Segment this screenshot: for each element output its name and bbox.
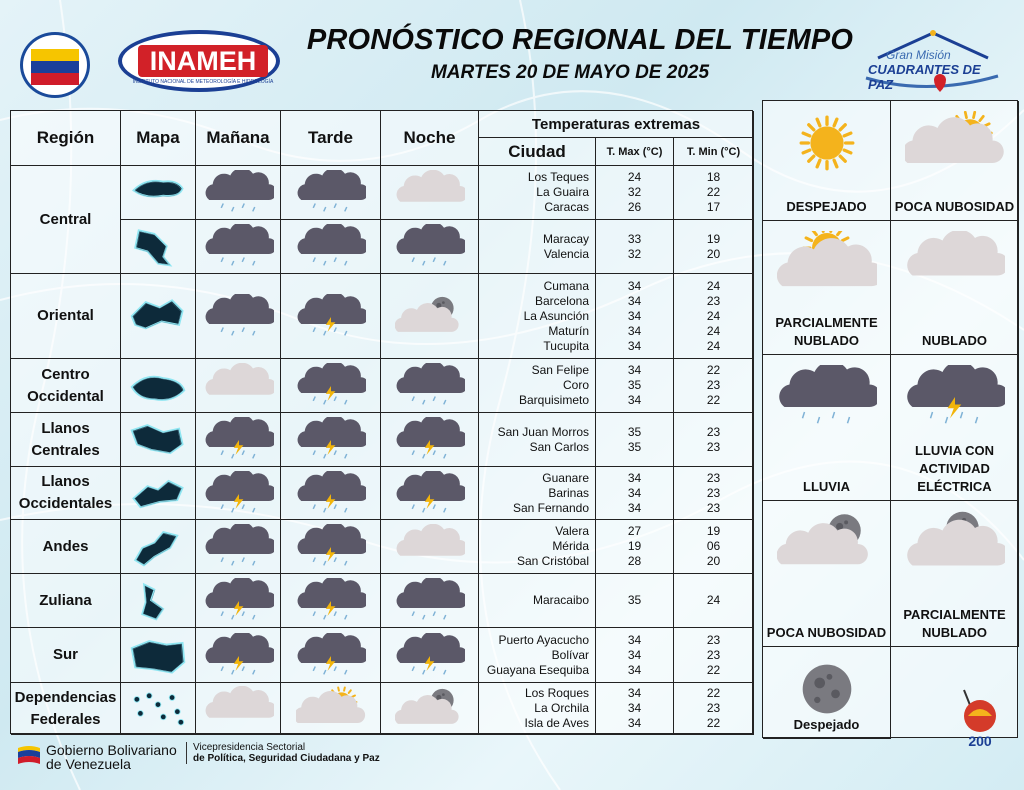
city-name: Maracay — [542, 231, 589, 246]
tmax-value: 34 — [627, 686, 642, 700]
legend-item — [891, 355, 1019, 501]
forecast-afternoon — [281, 274, 381, 359]
legend-label: PARCIALMENTE NUBLADO — [903, 607, 1006, 640]
moon-cloud-big-icon — [905, 511, 1005, 580]
forecast-afternoon — [281, 467, 381, 520]
city-name: La Guaira — [536, 185, 589, 199]
city-name: Valera — [555, 524, 589, 538]
forecast-night — [381, 520, 479, 574]
tmax-value: 24 — [627, 170, 642, 184]
forecast-night — [381, 220, 479, 274]
tmax-value: 34 — [627, 323, 642, 338]
tmin-list — [674, 413, 754, 467]
tmin-value: 20 — [706, 246, 721, 261]
tmax-value: 34 — [627, 308, 642, 323]
region-map — [121, 520, 196, 574]
city-list — [479, 574, 596, 628]
tmax-value: 19 — [627, 539, 642, 553]
city-name: Valencia — [543, 246, 589, 261]
cloudy-icon — [395, 170, 465, 221]
rain-icon — [204, 524, 274, 575]
storm-icon — [395, 633, 465, 684]
legend-item — [763, 501, 891, 647]
tmin-value: 23 — [706, 378, 721, 392]
tmax-list — [596, 683, 674, 735]
region-map-shape — [127, 171, 189, 220]
tmin-value: 18 — [706, 170, 721, 184]
tmax-list — [596, 467, 674, 520]
city-list — [479, 520, 596, 574]
legend-label: DESPEJADO — [786, 199, 867, 214]
tmax-value: 34 — [627, 632, 642, 647]
city-name: San Felipe — [531, 363, 589, 377]
tmax-value: 28 — [627, 554, 642, 568]
tmax-value: 34 — [627, 470, 642, 485]
region-map-shape — [127, 418, 189, 467]
storm-icon — [395, 417, 465, 468]
tmax-value: 34 — [627, 716, 642, 730]
rain-icon — [204, 170, 274, 221]
storm-icon — [296, 633, 366, 684]
forecast-morning — [196, 683, 281, 735]
storm-icon — [204, 417, 274, 468]
legend-item — [891, 501, 1019, 647]
storm-icon — [204, 633, 274, 684]
city-list — [479, 220, 596, 274]
city-list — [479, 413, 596, 467]
region-map-shape — [127, 472, 189, 521]
city-name: Isla de Aves — [524, 716, 589, 730]
bicentenary-logo — [950, 680, 1010, 760]
region-label: Central — [11, 166, 121, 274]
tmin-list — [674, 628, 754, 683]
city-list — [479, 683, 596, 735]
tmax-value: 26 — [627, 200, 642, 214]
tmin-list — [674, 683, 754, 735]
forecast-date: MARTES 20 DE MAYO DE 2025 — [430, 62, 710, 83]
city-name: Mérida — [552, 539, 589, 553]
region-map — [121, 413, 196, 467]
svg-text:200: 200 — [968, 733, 992, 749]
tmin-value: 24 — [706, 593, 721, 607]
header-city: Ciudad — [479, 138, 596, 166]
tmax-list — [596, 359, 674, 413]
forecast-morning — [196, 520, 281, 574]
tmin-value: 22 — [706, 686, 721, 700]
city-list — [479, 359, 596, 413]
city-name: Coro — [562, 378, 589, 392]
region-map-shape — [127, 687, 189, 736]
forecast-night — [381, 166, 479, 220]
legend-label: POCA NUBOSIDAD — [766, 625, 887, 640]
sun-icon — [777, 111, 877, 180]
legend-item — [891, 221, 1019, 355]
legend-item — [763, 221, 891, 355]
tmax-value: 35 — [627, 378, 642, 392]
rain-icon — [204, 224, 274, 275]
tmin-value: 24 — [706, 338, 721, 353]
tmax-list — [596, 220, 674, 274]
forecast-afternoon — [281, 683, 381, 735]
storm-icon — [204, 471, 274, 522]
city-name: La Asunción — [523, 308, 589, 323]
city-name: Maturín — [548, 323, 589, 338]
rain-icon — [204, 294, 274, 345]
forecast-night — [381, 274, 479, 359]
cloudy-icon — [395, 524, 465, 575]
cloudy-icon — [905, 231, 1005, 300]
rain-icon — [777, 365, 877, 434]
city-name: Barcelona — [534, 293, 589, 308]
tmax-value: 34 — [627, 293, 642, 308]
forecast-afternoon — [281, 166, 381, 220]
legend-item — [763, 647, 891, 739]
moon-cloud-icon — [777, 511, 877, 580]
forecast-afternoon — [281, 520, 381, 574]
tmin-value: 23 — [706, 500, 721, 515]
ministry-seal-logo — [20, 32, 90, 98]
tmax-value: 34 — [627, 363, 642, 377]
region-label: Llanos Centrales — [11, 413, 121, 467]
tmin-value: 23 — [706, 632, 721, 647]
header-tmin: T. Min (°C) — [674, 138, 754, 166]
forecast-afternoon — [281, 574, 381, 628]
forecast-morning — [196, 413, 281, 467]
tmin-value: 19 — [706, 231, 721, 246]
storm-icon — [905, 365, 1005, 434]
region-map — [121, 574, 196, 628]
forecast-night — [381, 413, 479, 467]
rain-icon — [296, 224, 366, 275]
tmin-list — [674, 274, 754, 359]
city-name: Guayana Esequiba — [486, 662, 589, 677]
forecast-night — [381, 683, 479, 735]
legend-label: NUBLADO — [922, 333, 987, 348]
tmin-value: 23 — [706, 293, 721, 308]
tmax-value: 34 — [627, 701, 642, 715]
header-night: Noche — [381, 111, 479, 166]
legend-label: PARCIALMENTE NUBLADO — [775, 315, 878, 348]
tmax-value: 35 — [627, 439, 642, 454]
tmin-list — [674, 467, 754, 520]
tmax-value: 34 — [627, 338, 642, 353]
tmin-value: 22 — [706, 716, 721, 730]
tmin-value: 23 — [706, 470, 721, 485]
region-map — [121, 359, 196, 413]
sun-cloud-icon — [296, 686, 366, 737]
header-temps: Temperaturas extremas — [479, 111, 754, 138]
region-map-shape — [127, 295, 189, 344]
tmax-value: 34 — [627, 647, 642, 662]
city-list — [479, 166, 596, 220]
forecast-morning — [196, 574, 281, 628]
forecast-night — [381, 574, 479, 628]
header-region: Región — [11, 111, 121, 166]
page-title: PRONÓSTICO REGIONAL DEL TIEMPO — [306, 24, 854, 56]
tmin-value: 06 — [706, 539, 721, 553]
tmax-value: 34 — [627, 485, 642, 500]
region-label: Dependencias Federales — [11, 683, 121, 735]
city-name: Puerto Ayacucho — [498, 632, 589, 647]
tmax-value: 34 — [627, 662, 642, 677]
tmin-value: 23 — [706, 439, 721, 454]
legend-label: Despejado — [793, 717, 860, 732]
city-list — [479, 628, 596, 683]
city-name: San Juan Morros — [497, 424, 589, 439]
region-map — [121, 220, 196, 274]
tmax-list — [596, 628, 674, 683]
storm-icon — [204, 578, 274, 629]
tmin-value: 20 — [706, 554, 721, 568]
storm-icon — [296, 524, 366, 575]
tmin-value: 24 — [706, 308, 721, 323]
tmax-value: 35 — [627, 424, 642, 439]
tmin-value: 24 — [706, 278, 721, 293]
tmax-value: 27 — [627, 524, 642, 538]
forecast-morning — [196, 628, 281, 683]
storm-icon — [296, 578, 366, 629]
forecast-afternoon — [281, 359, 381, 413]
rain-icon — [395, 363, 465, 414]
city-name: Los Roques — [524, 686, 589, 700]
city-name: Tucupita — [543, 338, 589, 353]
tmax-value: 34 — [627, 278, 642, 293]
region-label: Zuliana — [11, 574, 121, 628]
region-map — [121, 274, 196, 359]
tmax-value: 34 — [627, 500, 642, 515]
sun-cloud-big-icon — [777, 231, 877, 300]
tmax-list — [596, 274, 674, 359]
forecast-morning — [196, 274, 281, 359]
tmax-list — [596, 520, 674, 574]
moon-cloud-icon — [395, 686, 465, 737]
gobierno-bolivariano-logo: Gobierno Bolivariano de Venezuela — [16, 740, 176, 772]
storm-icon — [296, 294, 366, 345]
region-map-shape — [127, 634, 189, 683]
legend-label: LLUVIA CON ACTIVIDAD ELÉCTRICA — [915, 443, 994, 494]
tmax-list — [596, 574, 674, 628]
legend-label: LLUVIA — [803, 479, 850, 494]
tmin-value: 22 — [706, 393, 721, 407]
region-map-shape — [127, 579, 189, 628]
tmax-value: 32 — [627, 246, 642, 261]
storm-icon — [296, 417, 366, 468]
city-name: San Fernando — [512, 500, 589, 515]
cloudy-icon — [204, 363, 274, 414]
header-afternoon: Tarde — [281, 111, 381, 166]
city-name: Los Teques — [527, 170, 589, 184]
city-name: Cumana — [543, 278, 589, 293]
city-list — [479, 274, 596, 359]
tmin-list — [674, 520, 754, 574]
city-name: Bolívar — [551, 647, 589, 662]
city-name: La Orchila — [534, 701, 589, 715]
tmin-value: 23 — [706, 701, 721, 715]
region-map — [121, 683, 196, 735]
region-label: Llanos Occidentales — [11, 467, 121, 520]
region-map-shape — [127, 225, 189, 274]
tmin-value: 23 — [706, 424, 721, 439]
weather-legend — [762, 100, 1018, 738]
storm-icon — [296, 363, 366, 414]
forecast-night — [381, 628, 479, 683]
storm-icon — [296, 471, 366, 522]
tmin-value: 22 — [706, 185, 721, 199]
city-name: San Cristóbal — [516, 554, 589, 568]
header-map: Mapa — [121, 111, 196, 166]
city-name: Barinas — [548, 485, 589, 500]
region-map — [121, 166, 196, 220]
inameh-logo: INAMEH INSTITUTO NACIONAL DE METEOROLOGÍA E HIDROLOGÍA — [118, 30, 280, 92]
region-map-shape — [127, 364, 189, 413]
region-map — [121, 628, 196, 683]
header-morning: Mañana — [196, 111, 281, 166]
legend-label: POCA NUBOSIDAD — [894, 199, 1015, 214]
rain-icon — [395, 578, 465, 629]
sun-cloud-icon — [905, 111, 1005, 180]
forecast-morning — [196, 166, 281, 220]
forecast-afternoon — [281, 220, 381, 274]
city-name: Caracas — [544, 200, 589, 214]
tmin-value: 24 — [706, 323, 721, 338]
tmin-list — [674, 220, 754, 274]
legend-item — [763, 355, 891, 501]
legend-item — [891, 101, 1019, 221]
moon-cloud-icon — [395, 294, 465, 345]
tmin-value: 22 — [706, 662, 721, 677]
tmax-list — [596, 166, 674, 220]
cloudy-icon — [204, 686, 274, 737]
tmin-value: 23 — [706, 485, 721, 500]
vicepresidencia-logo: Vicepresidencia Sectorial de Política, Seguridad Ciudadana y Paz — [186, 742, 380, 764]
region-label: Andes — [11, 520, 121, 574]
tmax-value: 32 — [627, 185, 642, 199]
city-name: San Carlos — [529, 439, 589, 454]
storm-icon — [395, 471, 465, 522]
forecast-morning — [196, 467, 281, 520]
forecast-table — [10, 110, 753, 734]
forecast-morning — [196, 220, 281, 274]
header-tmax: T. Max (°C) — [596, 138, 674, 166]
region-map — [121, 467, 196, 520]
tmin-list — [674, 166, 754, 220]
tmin-value: 17 — [706, 200, 721, 214]
tmin-list — [674, 359, 754, 413]
tmin-value: 23 — [706, 647, 721, 662]
forecast-afternoon — [281, 413, 381, 467]
city-list — [479, 467, 596, 520]
city-name: Maracaibo — [532, 593, 589, 607]
region-map-shape — [127, 525, 189, 574]
tmax-value: 35 — [627, 593, 642, 607]
forecast-night — [381, 467, 479, 520]
mision-cuadrantes-logo: Gran Misión CUADRANTES DE PAZ — [858, 28, 1008, 98]
tmin-value: 19 — [706, 524, 721, 538]
city-name: Barquisimeto — [518, 393, 589, 407]
forecast-afternoon — [281, 628, 381, 683]
tmin-value: 22 — [706, 363, 721, 377]
tmin-list — [674, 574, 754, 628]
region-label: Centro Occidental — [11, 359, 121, 413]
legend-item — [763, 101, 891, 221]
rain-icon — [395, 224, 465, 275]
region-label: Sur — [11, 628, 121, 683]
forecast-night — [381, 359, 479, 413]
forecast-morning — [196, 359, 281, 413]
region-label: Oriental — [11, 274, 121, 359]
rain-icon — [296, 170, 366, 221]
tmax-value: 34 — [627, 393, 642, 407]
tmax-value: 33 — [627, 231, 642, 246]
tmax-list — [596, 413, 674, 467]
city-name: Guanare — [542, 470, 589, 485]
